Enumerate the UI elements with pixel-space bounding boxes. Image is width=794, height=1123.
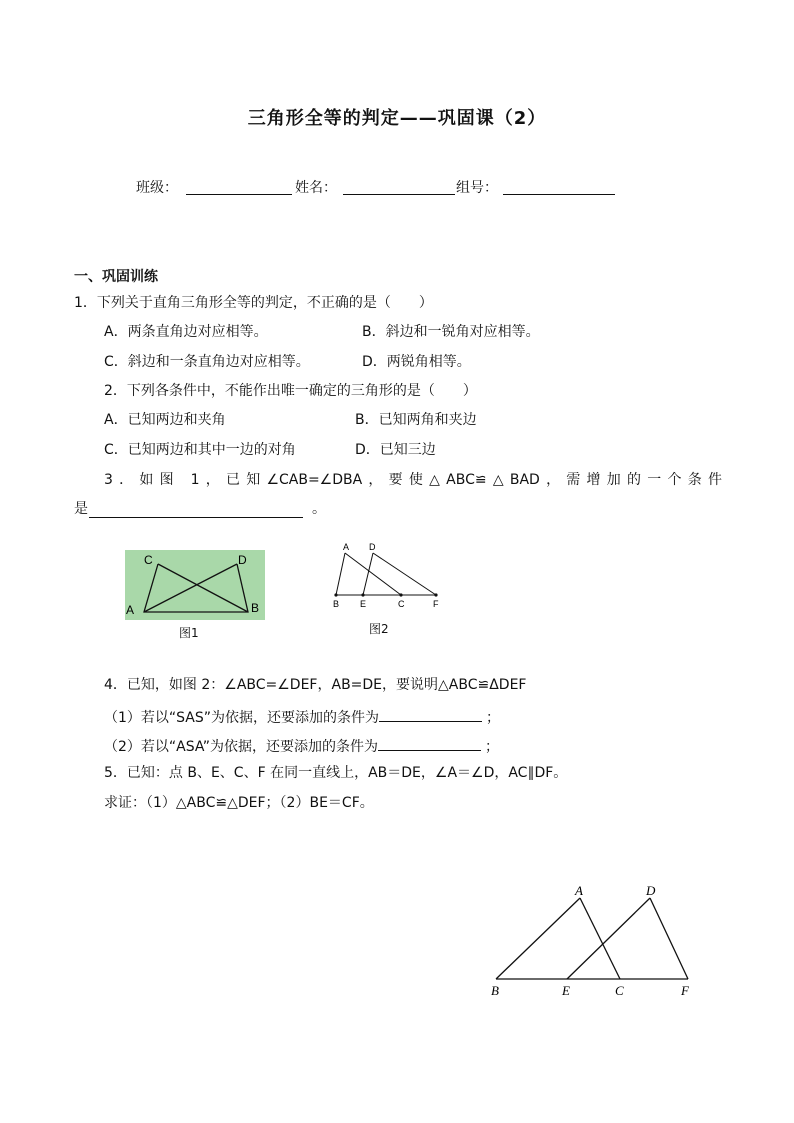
figure-1-label-a: A <box>126 603 135 617</box>
q4-part2-end: ； <box>484 739 499 755</box>
figure-2-segment-df <box>373 553 436 595</box>
q2-option-b: B．已知两角和夹边 <box>355 412 477 428</box>
q4-part1-text: （1）若以“SAS”为依据，还要添加的条件为 <box>104 710 380 726</box>
q4-part1 <box>104 706 500 727</box>
figure-2 <box>328 540 448 612</box>
figure-2-segment-ac <box>345 553 401 595</box>
figure-2-point-e <box>361 593 364 596</box>
q3-answer-blank[interactable] <box>89 502 303 522</box>
figure-2-segment-de <box>363 553 373 595</box>
figure-1-label-b: B <box>251 601 260 615</box>
figure-1-label-d: D <box>238 553 247 567</box>
q4-part2-blank[interactable] <box>378 735 481 751</box>
q4-part1-blank[interactable] <box>379 706 482 722</box>
q1-stem: 1．下列关于直角三角形全等的判定，不正确的是（ ） <box>74 295 433 311</box>
q3-line2-start: 是 <box>74 501 88 517</box>
q2-option-c: C．已知两边和其中一边的对角 <box>104 442 296 458</box>
group-blank[interactable] <box>503 179 615 199</box>
figure-3-label-f: F <box>681 983 689 998</box>
class-label: 班级： <box>136 180 178 196</box>
figure-2-segment-ab <box>336 553 345 595</box>
class-blank[interactable] <box>186 179 292 199</box>
figure-2-label-a: A <box>343 542 350 552</box>
figure-3-label-b: B <box>491 983 499 998</box>
figure-2-label-b: B <box>333 599 340 609</box>
q1-option-d: D．两锐角相等。 <box>362 354 471 370</box>
section-heading: 一、巩固训练 <box>74 269 158 285</box>
q5-proof: 求证：（1）△ABC≌△DEF；（2）BE＝CF。 <box>104 795 374 811</box>
figure-1-label-c: C <box>144 553 153 567</box>
figure-2-point-b <box>334 593 337 596</box>
q2-option-a: A．已知两边和夹角 <box>104 412 226 428</box>
q2-stem: 2．下列各条件中，不能作出唯一确定的三角形的是（ ） <box>104 383 477 399</box>
figure-1 <box>120 546 270 622</box>
figure-2-point-c <box>399 593 402 596</box>
figure-3-label-e: E <box>562 983 570 998</box>
q4-part2 <box>104 735 499 756</box>
figure-3-label-d: D <box>646 883 656 898</box>
q4-stem: 4．已知，如图 2：∠ABC=∠DEF，AB=DE，要说明△ABC≌ΔDEF <box>104 677 527 693</box>
figure-3-label-a: A <box>575 883 583 898</box>
name-label: 姓名： <box>295 180 337 196</box>
q1-option-a: A．两条直角边对应相等。 <box>104 324 268 340</box>
group-label: 组号： <box>456 180 498 196</box>
q5-stem: 5．已知：点 B、E、C、F 在同一直线上，AB＝DE，∠A＝∠D，AC∥DF。 <box>104 765 568 781</box>
figure-2-label-c: C <box>398 599 405 609</box>
figure-2-label-d: D <box>369 542 376 552</box>
q4-part1-end: ； <box>486 710 501 726</box>
q1-option-c: C．斜边和一条直角边对应相等。 <box>104 354 310 370</box>
page-title: 三角形全等的判定——巩固课（2） <box>247 108 547 129</box>
name-blank[interactable] <box>343 179 455 199</box>
q4-part2-text: （2）若以“ASA”为依据，还要添加的条件为 <box>104 739 378 755</box>
q3-line1: 3．如图 1，已知∠CAB=∠DBA，要使△ABC≌△BAD，需增加的一个条件 <box>104 472 722 488</box>
figure-3-label-c: C <box>615 983 624 998</box>
figure-3-segment-ac <box>580 898 620 979</box>
figure-3-segment-de <box>567 898 650 979</box>
q2-option-d: D．已知三边 <box>355 442 436 458</box>
figure-2-label-f: F <box>433 599 439 609</box>
figure-2-caption: 图2 <box>369 622 389 636</box>
q3-line2-end: 。 <box>312 501 326 517</box>
figure-3-segment-df <box>650 898 688 979</box>
figure-2-label-e: E <box>360 599 367 609</box>
figure-2-point-f <box>434 593 437 596</box>
q1-option-b: B．斜边和一锐角对应相等。 <box>362 324 540 340</box>
figure-3 <box>485 882 700 1002</box>
figure-1-caption: 图1 <box>179 626 199 640</box>
figure-3-segment-ab <box>496 898 580 979</box>
